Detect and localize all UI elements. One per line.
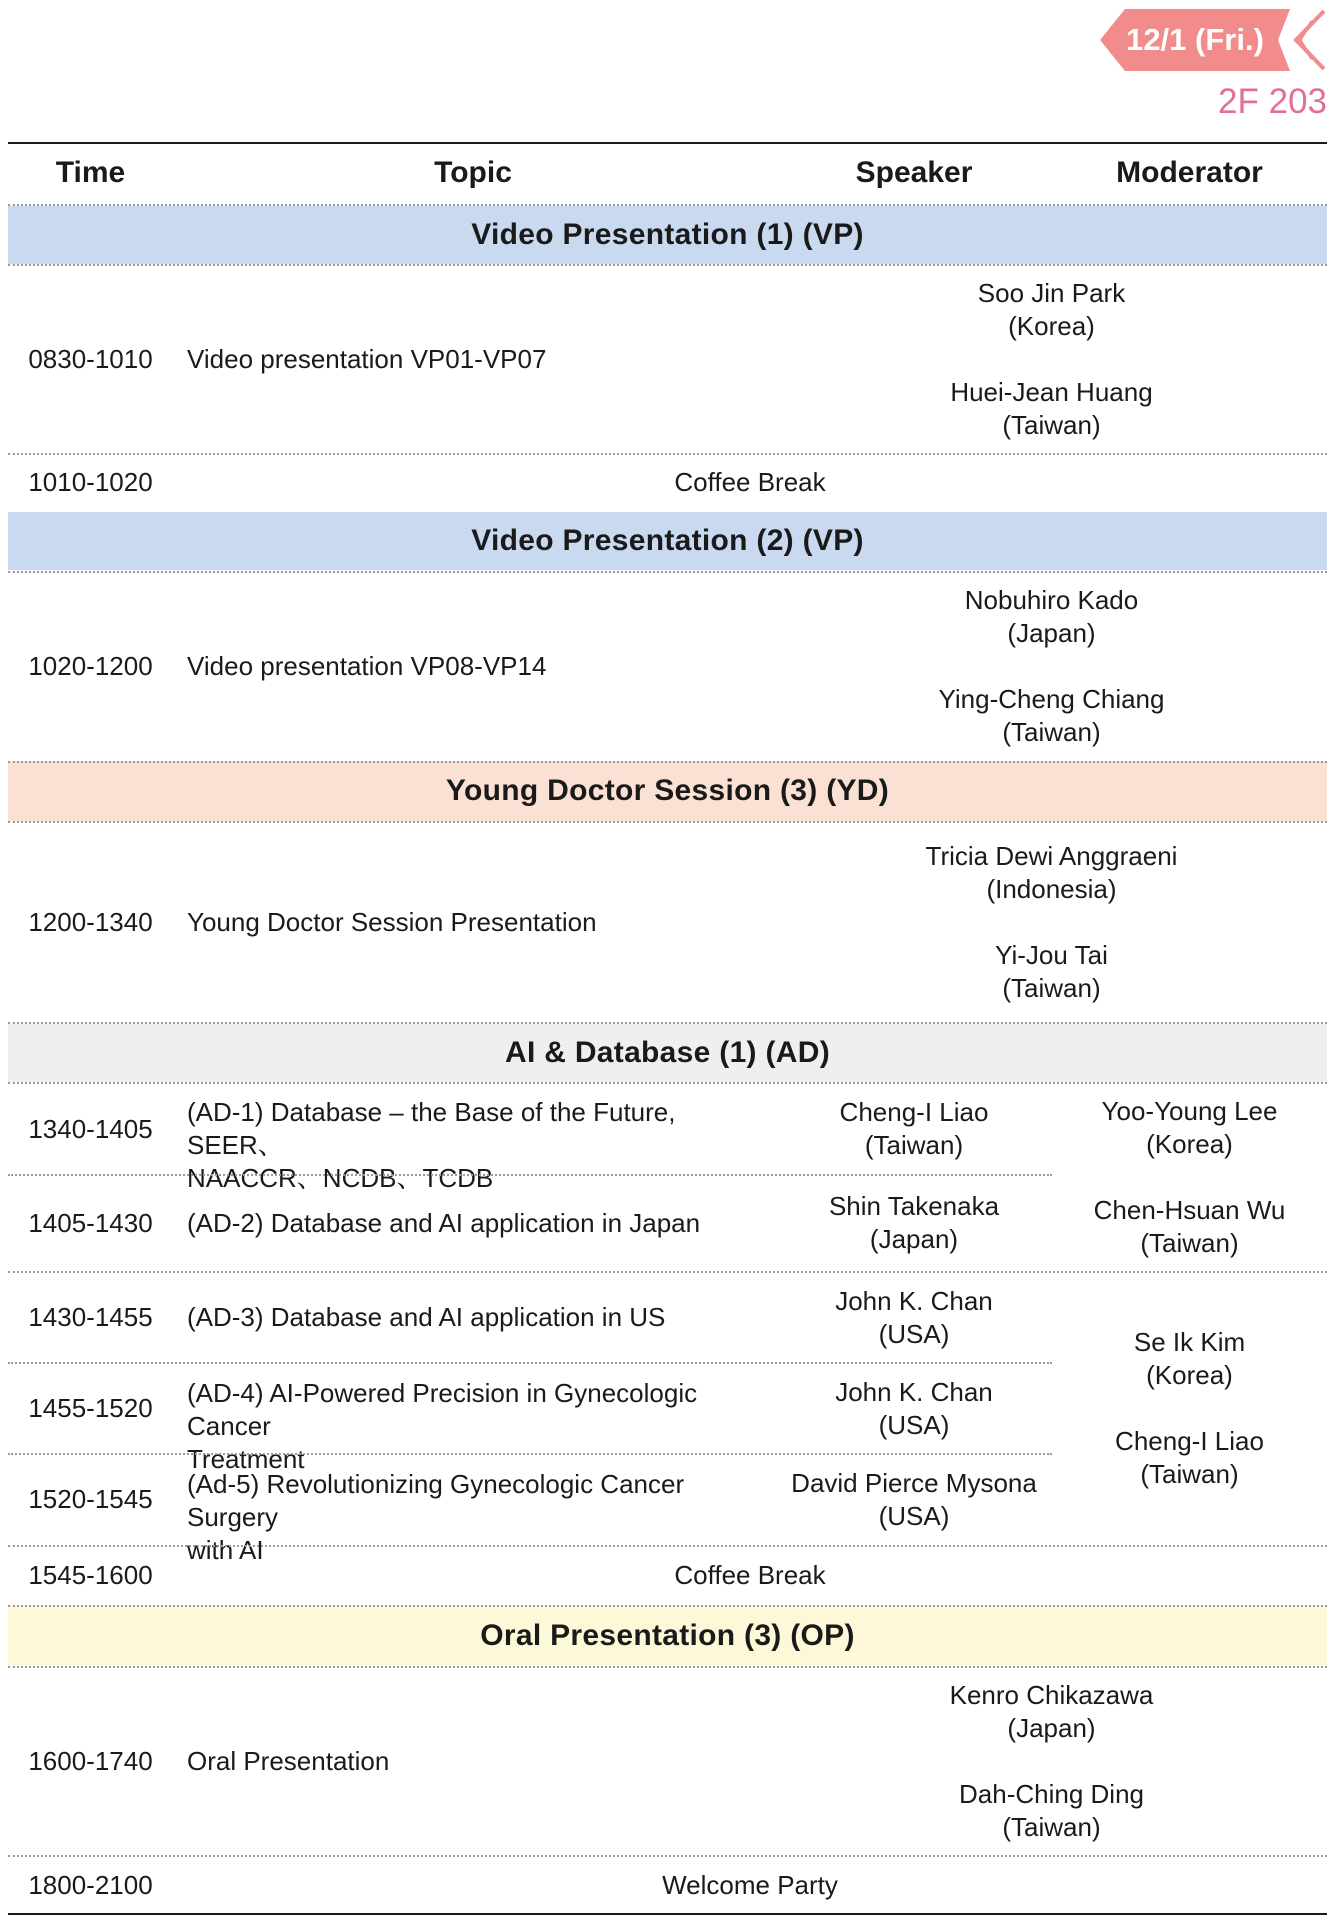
- moderator-country: (Indonesia): [986, 873, 1117, 904]
- time-cell: 1200-1340: [28, 906, 153, 937]
- topic-cell: Video presentation VP01-VP07: [187, 343, 547, 374]
- section-title: AI & Database (1) (AD): [505, 1036, 830, 1069]
- topic-cell: Young Doctor Session Presentation: [187, 906, 597, 937]
- section-young-doctor: [8, 761, 1327, 821]
- moderator-country: (Taiwan): [1002, 972, 1101, 1003]
- moderator-cell: [1052, 1084, 1327, 1270]
- speaker-name: David Pierce Mysona: [791, 1467, 1037, 1498]
- section-title: Video Presentation (1) (VP): [471, 218, 864, 251]
- divider: [8, 761, 1327, 763]
- moderator-cell: [776, 1668, 1327, 1854]
- section-video-presentation-1: [8, 206, 1327, 264]
- time-cell: 0830-1010: [28, 343, 153, 374]
- moderator-cell: [776, 823, 1327, 1021]
- speaker-cell: [776, 1273, 1052, 1362]
- header-topic: Topic: [434, 156, 512, 189]
- speaker-name: Cheng-I Liao: [839, 1097, 989, 1127]
- moderator-name: Yi-Jou Tai: [995, 939, 1108, 970]
- topic-line: with AI: [187, 1535, 264, 1565]
- time-cell: 1545-1600: [28, 1560, 153, 1590]
- divider: [8, 1605, 1327, 1607]
- topic-line: (Ad-5) Revolutionizing Gynecologic Cancer Surgery: [187, 1469, 685, 1532]
- moderator-country: (Taiwan): [1140, 1227, 1239, 1258]
- speaker-country: (USA): [878, 1409, 950, 1440]
- time-cell: 1520-1545: [28, 1484, 153, 1514]
- time-cell: 1455-1520: [28, 1393, 153, 1423]
- moderator-country: (Japan): [1007, 1712, 1096, 1743]
- time-cell: 1430-1455: [28, 1302, 153, 1332]
- moderator-country: (Taiwan): [1002, 716, 1101, 747]
- moderator-name: Soo Jin Park: [977, 277, 1126, 308]
- moderator-name: Ying-Cheng Chiang: [938, 683, 1165, 714]
- moderator-name: Huei-Jean Huang: [950, 376, 1153, 407]
- moderator-name: Se Ik Kim: [1133, 1327, 1246, 1357]
- moderator-country: (Taiwan): [1002, 1811, 1101, 1842]
- section-ai-database: [8, 1024, 1327, 1082]
- table-bottom-rule: [8, 1913, 1327, 1915]
- moderator-country: (Taiwan): [1140, 1459, 1239, 1489]
- section-title: Oral Presentation (3) (OP): [480, 1619, 855, 1652]
- coffee-break-label: Coffee Break: [674, 1560, 826, 1590]
- day-label: 12/1 (Fri.): [1126, 22, 1264, 57]
- welcome-party-label: Welcome Party: [662, 1869, 838, 1900]
- header-speaker: Speaker: [855, 156, 973, 189]
- topic-line: NAACCR、NCDB、TCDB: [187, 1163, 494, 1193]
- time-cell: 1010-1020: [28, 467, 153, 497]
- topic-cell: Oral Presentation: [187, 1745, 390, 1776]
- moderator-name: Tricia Dewi Anggraeni: [925, 840, 1178, 871]
- speaker-country: (USA): [878, 1500, 950, 1531]
- header-moderator: Moderator: [1116, 156, 1263, 189]
- moderator-cell: [776, 266, 1327, 452]
- moderator-cell: [1052, 1273, 1327, 1544]
- topic-cell: (AD-3) Database and AI application in US: [187, 1302, 666, 1332]
- header-top-rule: [8, 142, 1327, 144]
- moderator-country: (Korea): [1146, 1128, 1233, 1159]
- moderator-name: Kenro Chikazawa: [949, 1679, 1154, 1710]
- time-cell: 1020-1200: [28, 650, 153, 681]
- speaker-cell: [776, 1176, 1052, 1270]
- room-label: 2F 203: [1218, 82, 1327, 121]
- moderator-name: Nobuhiro Kado: [964, 584, 1139, 615]
- moderator-name: Yoo-Young Lee: [1101, 1095, 1278, 1126]
- speaker-country: (USA): [878, 1318, 950, 1349]
- moderator-cell: [776, 573, 1327, 759]
- time-cell: 1405-1430: [28, 1207, 153, 1238]
- time-cell: 1340-1405: [28, 1113, 153, 1144]
- moderator-country: (Japan): [1007, 617, 1096, 648]
- speaker-name: Shin Takenaka: [828, 1191, 1000, 1221]
- section-title: Young Doctor Session (3) (YD): [445, 774, 890, 807]
- moderator-country: (Korea): [1146, 1360, 1233, 1390]
- header-time: Time: [55, 156, 126, 189]
- speaker-name: John K. Chan: [835, 1376, 993, 1407]
- time-cell: 1600-1740: [28, 1745, 153, 1776]
- speaker-cell: [776, 1084, 1052, 1174]
- topic-cell: [187, 1377, 767, 1476]
- topic-line: (AD-4) AI-Powered Precision in Gynecologic Cancer: [187, 1378, 698, 1441]
- coffee-break-label: Coffee Break: [674, 467, 826, 497]
- speaker-cell: [776, 1364, 1052, 1453]
- moderator-name: Chen-Hsuan Wu: [1093, 1194, 1286, 1225]
- moderator-name: Cheng-I Liao: [1115, 1426, 1264, 1456]
- time-cell: 1800-2100: [28, 1869, 153, 1900]
- moderator-name: Dah-Ching Ding: [959, 1778, 1144, 1809]
- section-oral-presentation: [8, 1606, 1327, 1666]
- moderator-country: (Korea): [1008, 310, 1095, 341]
- topic-cell: Video presentation VP08-VP14: [187, 650, 547, 681]
- speaker-cell: [776, 1455, 1052, 1544]
- speaker-country: (Japan): [869, 1224, 959, 1254]
- section-video-presentation-2: [8, 512, 1327, 570]
- topic-line: (AD-1) Database – the Base of the Future, SEER、: [187, 1097, 676, 1160]
- speaker-name: John K. Chan: [835, 1285, 993, 1316]
- topic-cell: (AD-2) Database and AI application in Japan: [187, 1207, 701, 1238]
- section-title: Video Presentation (2) (VP): [471, 524, 864, 557]
- topic-line: Treatment: [187, 1444, 305, 1474]
- moderator-country: (Taiwan): [1002, 409, 1101, 440]
- speaker-country: (Taiwan): [864, 1130, 964, 1160]
